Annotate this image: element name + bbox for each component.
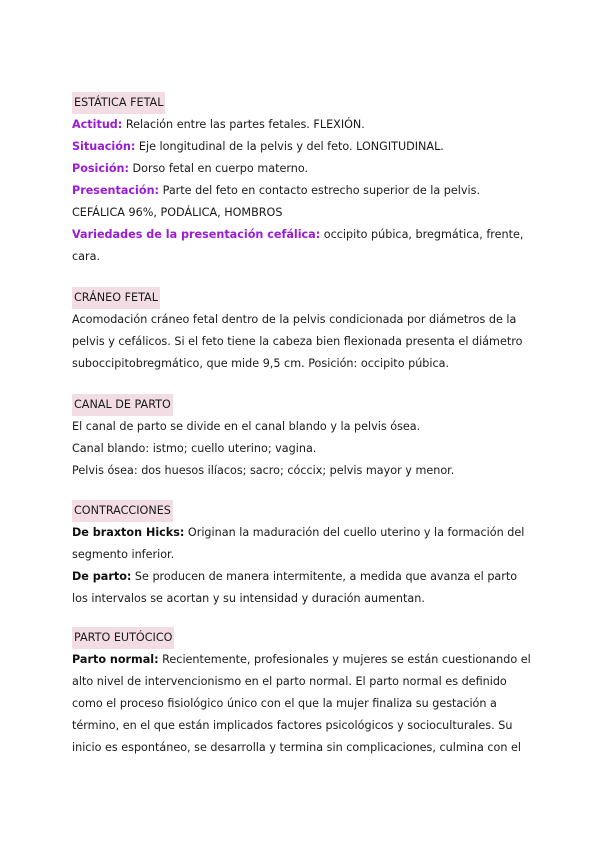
section-parto-eutocico [72, 627, 532, 759]
section-craneo-fetal [72, 287, 532, 375]
item-situacion [72, 136, 532, 158]
document-body [72, 92, 532, 781]
item-braxton-hicks [72, 522, 532, 566]
section-estatica-fetal [72, 92, 532, 268]
item-label: Situación: [72, 140, 136, 153]
paragraph: Acomodación cráneo fetal dentro de la pelvis condicionada por diámetros de la pelvis y cefálicos. Si el feto tiene la cabeza bien flexionada presenta el diámetro suboccipitobregmático, que mide 9,5 cm. Posición: occipito púbica. [72, 313, 523, 370]
item-label: Actitud: [72, 118, 123, 131]
text-line: El canal de parto se divide en el canal blando y la pelvis ósea. [72, 420, 421, 433]
item-text: Parte del feto en contacto estrecho superior de la pelvis. CEFÁLICA 96%, PODÁLICA, HOMBROS [72, 184, 481, 219]
item-label: De braxton Hicks: [72, 526, 185, 539]
section-canal-de-parto [72, 394, 532, 482]
item-text: occipito púbica, bregmática, frente, cara. [72, 228, 524, 263]
section-heading: CANAL DE PARTO [72, 394, 173, 416]
item-label: Variedades de la presentación cefálica: [72, 228, 321, 241]
item-variedades [72, 224, 532, 268]
item-label: Parto normal: [72, 653, 159, 666]
item-label: Presentación: [72, 184, 160, 197]
item-text: Dorso fetal en cuerpo materno. [128, 162, 309, 175]
item-posicion [72, 158, 532, 180]
item-parto-normal [72, 649, 532, 759]
text-line: Canal blando: istmo; cuello uterino; vagina. [72, 442, 317, 455]
item-presentacion [72, 180, 532, 224]
item-text: Eje longitudinal de la pelvis y del feto. LONGITUDINAL. [135, 140, 444, 153]
section-heading: CRÁNEO FETAL [72, 287, 160, 309]
item-de-parto [72, 566, 532, 610]
item-label: De parto: [72, 570, 132, 583]
item-label: Posición: [72, 162, 129, 175]
section-heading: CONTRACCIONES [72, 500, 173, 522]
item-text: Recientemente, profesionales y mujeres se están cuestionando el alto nivel de intervencionismo en el parto normal. El parto normal es definido como el proceso fisiológico único con el que la mujer finaliza su gestación a término, en el que están implicados factores psicológicos y socioculturales. Su inicio es espontáneo, se desarrolla y termina sin complicaciones, culmina con el [72, 653, 531, 754]
item-text: Relación entre las partes fetales. FLEXIÓN. [122, 118, 365, 131]
item-text: Se producen de manera intermitente, a medida que avanza el parto los intervalos se acortan y su intensidad y duración aumentan. [72, 570, 518, 605]
section-heading: PARTO EUTÓCICO [72, 627, 174, 649]
item-text: Originan la maduración del cuello uterino y la formación del segmento inferior. [72, 526, 525, 561]
section-heading: ESTÁTICA FETAL [72, 92, 165, 114]
text-line: Pelvis ósea: dos huesos ilíacos; sacro; cóccix; pelvis mayor y menor. [72, 464, 455, 477]
item-actitud [72, 114, 532, 136]
section-contracciones [72, 500, 532, 610]
